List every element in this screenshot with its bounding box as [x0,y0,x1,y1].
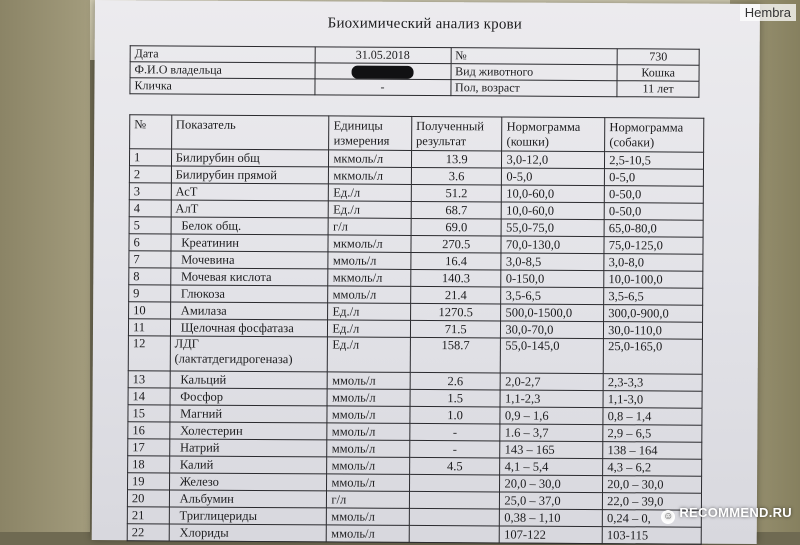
units-value: ммоль/л [328,286,411,304]
date-label: Дата [130,46,315,63]
result-value [409,508,500,526]
units-value: Ед./л [329,184,412,202]
norm-cat-value: 55,0-75,0 [502,219,605,237]
result-value: 1.5 [410,389,501,407]
result-value: 2.6 [410,372,501,390]
row-number: 17 [128,439,170,456]
indicator-name: Белок общ. [171,217,329,235]
norm-dog-value: 0,8 – 1,4 [603,408,702,426]
units-value: мкмоль/л [328,235,411,253]
result-value: 69.0 [411,218,502,236]
header-indicator: Показатель [171,115,329,150]
indicator-name: ЛДГ (лактатдегидрогеназа) [170,336,328,372]
units-value: ммоль/л [328,372,411,390]
units-value: ммоль/л [327,406,410,424]
norm-cat-value: 0,38 – 1,10 [500,509,603,527]
sex-age-label: Пол, возраст [451,80,618,97]
norm-dog-value: 22,0 – 39,0 [603,493,702,511]
norm-dog-value: 2,3-3,3 [603,374,702,392]
nickname-value: - [314,79,450,96]
units-value: г/л [329,218,412,236]
indicator-name: Мочевина [171,251,329,269]
indicator-name: Билирубин прямой [171,166,329,184]
norm-dog-value: 4,3 – 6,2 [603,459,702,477]
document-sheet [92,0,760,544]
result-value: 3.6 [411,167,502,185]
units-value: ммоль/л [327,508,410,526]
norm-cat-value: 3,5-6,5 [501,287,604,305]
norm-cat-value: 1.6 – 3,7 [500,424,603,442]
row-number: 11 [128,319,170,336]
indicator-name: Кальций [170,371,328,389]
norm-dog-value: 65,0-80,0 [604,220,703,238]
norm-cat-value: 500,0-1500,0 [501,304,604,322]
units-value: мкмоль/л [329,167,412,185]
row-number: 7 [129,251,171,268]
norm-cat-value: 3,0-12,0 [502,151,605,169]
norm-cat-value: 30,0-70,0 [501,321,604,339]
norm-cat-value: 25,0 – 37,0 [500,492,603,510]
row-number: 22 [127,524,169,541]
norm-dog-value: 0,24 – 0, [603,510,702,528]
norm-dog-value: 300,0-900,0 [604,305,703,323]
result-value: 16.4 [411,252,502,270]
row-number: 5 [129,217,171,234]
norm-dog-value: 103-115 [602,527,701,545]
indicator-name: Магний [170,405,328,423]
indicator-name: Триглицериды [169,507,327,525]
row-number: 8 [129,268,171,285]
norm-cat-value: 70,0-130,0 [501,236,604,254]
info-row [130,78,699,97]
result-value: 1270.5 [410,303,501,321]
units-value: ммоль/л [328,252,411,270]
owner-label: Ф.И.О владельца [130,62,315,79]
document-title: Биохимический анализ крови [327,15,523,33]
norm-dog-value: 10,0-100,0 [604,271,703,289]
indicator-name: Амилаза [170,302,328,320]
norm-cat-value: 0,9 – 1,6 [500,407,603,425]
indicator-name: Альбумин [169,490,327,508]
animal-value: Кошка [617,65,699,81]
row-number: 3 [129,183,171,200]
indicator-name: Щелочная фосфатаза [170,319,328,337]
result-value: 71.5 [410,320,501,338]
row-number: 14 [128,388,170,405]
result-value: - [410,440,501,458]
row-number: 21 [127,507,169,524]
row-number: 18 [128,456,170,473]
table-row [127,524,701,545]
units-value: Ед./л [328,337,411,373]
norm-cat-value: 20,0 – 30,0 [500,475,603,493]
result-value: 51.2 [411,184,502,202]
row-number: 15 [128,405,170,422]
result-value: 1.0 [410,406,501,424]
number-label: № [451,48,618,65]
norm-cat-value: 3,0-8,5 [501,253,604,271]
norm-cat-value: 55,0-145,0 [501,338,604,374]
sex-age-value: 11 лет [617,81,699,97]
result-value [409,525,500,543]
indicator-name: Холестерин [170,422,328,440]
norm-dog-value: 1,1-3,0 [603,391,702,409]
indicator-name: Глюкоза [170,285,328,303]
norm-dog-value: 75,0-125,0 [604,237,703,255]
norm-cat-value: 10,0-60,0 [502,202,605,220]
norm-cat-value: 107-122 [500,526,603,544]
units-value: ммоль/л [327,423,410,441]
owner-value [315,63,451,80]
norm-cat-value: 2,0-2,7 [501,373,604,391]
units-value: мкмоль/л [328,269,411,287]
row-number: 9 [129,285,171,302]
row-number: 6 [129,234,171,251]
date-value: 31.05.2018 [315,47,451,64]
row-number: 4 [129,200,171,217]
watermark-author: Hembra [740,4,796,21]
norm-dog-value: 30,0-110,0 [604,322,703,340]
norm-cat-value: 4,1 – 5,4 [500,458,603,476]
units-value: Ед./л [329,201,412,219]
indicator-name: Калий [169,456,327,474]
watermark-site: ☺ RECOMMEND.RU [663,505,792,522]
header-norm-dog: Нормограмма (собаки) [605,118,704,153]
norm-cat-value: 10,0-60,0 [502,185,605,203]
header-norm-cat: Нормограмма (кошки) [502,117,605,152]
units-value: г/л [327,491,410,509]
result-value: - [410,423,501,441]
indicator-name: Мочевая кислота [170,268,328,286]
norm-dog-value: 3,5-6,5 [604,288,703,306]
indicator-name: Фосфор [170,388,328,406]
header-units: Единицы измерения [329,116,412,151]
units-value: ммоль/л [327,474,410,492]
units-value: ммоль/л [327,440,410,458]
result-value: 270.5 [411,235,502,253]
norm-dog-value: 3,0-8,0 [604,254,703,272]
header-result: Полученный результат [411,116,502,151]
indicator-name: Креатинин [171,234,329,252]
row-number: 16 [128,422,170,439]
result-value [409,474,500,492]
indicator-name: Натрий [169,439,327,457]
norm-dog-value: 20,0 – 30,0 [603,476,702,494]
units-value: ммоль/л [327,457,410,475]
norm-dog-value: 0-50,0 [604,186,703,204]
norm-dog-value: 0-50,0 [604,203,703,221]
norm-dog-value: 2,5-10,5 [605,152,704,170]
result-value: 68.7 [411,201,502,219]
units-value: Ед./л [328,320,411,338]
norm-cat-value: 143 – 165 [500,441,603,459]
indicator-name: Билирубин общ [171,149,329,167]
redacted-owner-name [352,65,414,78]
row-number: 10 [129,302,171,319]
row-number: 12 [128,336,170,371]
row-number: 2 [129,166,171,183]
results-header-row [130,115,704,153]
result-value: 21.4 [411,286,502,304]
result-value: 4.5 [409,457,500,475]
norm-dog-value: 138 – 164 [603,442,702,460]
result-value [409,491,500,509]
row-number: 1 [129,149,171,166]
norm-cat-value: 1,1-2,3 [500,390,603,408]
indicator-name: АсТ [171,183,329,201]
result-value: 158.7 [410,337,501,373]
norm-dog-value: 2,9 – 6,5 [603,425,702,443]
nickname-label: Кличка [130,78,315,95]
row-number: 13 [128,371,170,388]
row-number: 20 [127,490,169,507]
norm-cat-value: 0-150,0 [501,270,604,288]
norm-cat-value: 0-5,0 [502,168,605,186]
norm-dog-value: 0-5,0 [605,169,704,187]
row-number: 19 [128,473,170,490]
header-number: № [130,115,172,149]
norm-dog-value: 25,0-165,0 [603,339,702,375]
results-table [127,114,705,545]
result-value: 13.9 [411,150,502,168]
info-table [129,45,699,97]
background-wall-left [0,0,90,532]
table-row [128,336,702,375]
indicator-name: АлТ [171,200,329,218]
indicator-name: Хлориды [169,524,327,542]
units-value: ммоль/л [327,389,410,407]
indicator-name: Железо [169,473,327,491]
result-value: 140.3 [411,269,502,287]
units-value: ммоль/л [327,525,410,543]
number-value: 730 [617,49,699,65]
animal-label: Вид животного [451,64,618,81]
smile-icon: ☺ [663,511,674,522]
units-value: Ед./л [328,303,411,321]
units-value: мкмоль/л [329,150,412,168]
